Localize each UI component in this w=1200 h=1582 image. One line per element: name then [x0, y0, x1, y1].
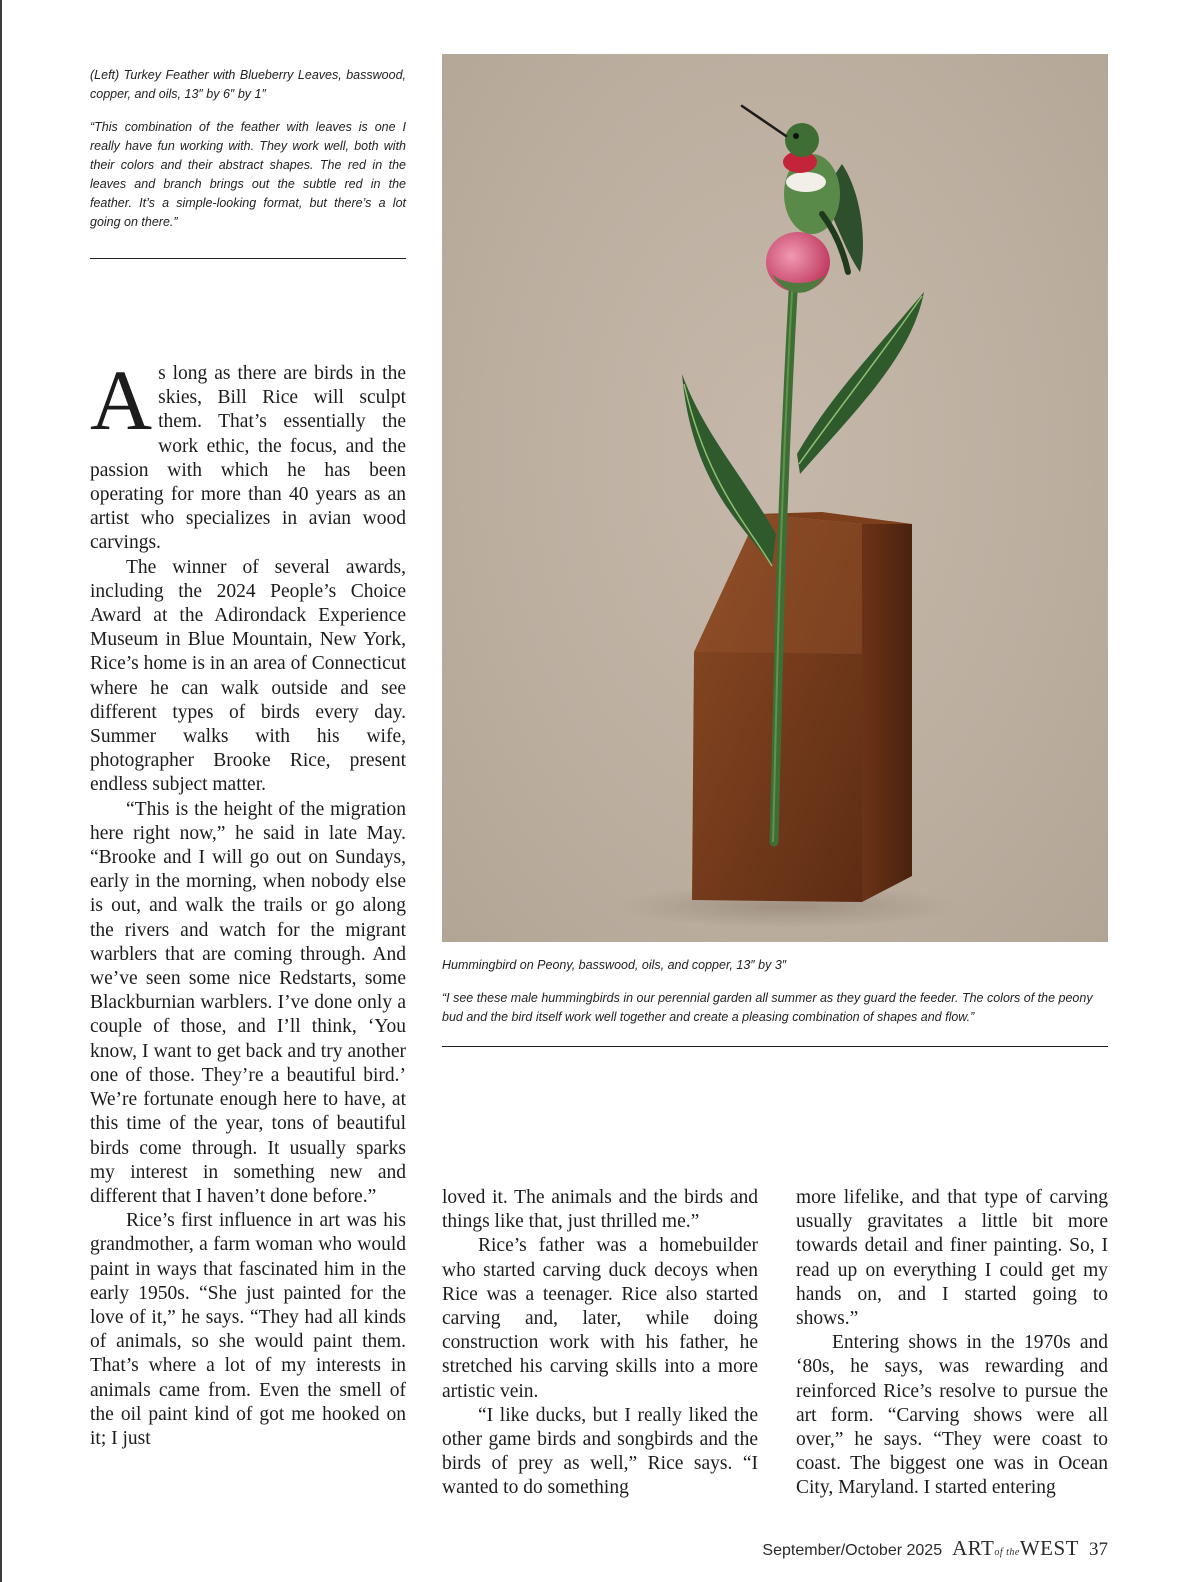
- caption-left-title: (Left) Turkey Feather with Blueberry Leaves, basswood, copper, and oils, 13″ by 6″ by 1″: [90, 68, 406, 101]
- page-number: 37: [1089, 1539, 1108, 1560]
- caption-right-quote: “I see these male hummingbirds in our perennial garden all summer as they guard the feeder. The colors of the peony bud and the bird itself work well together and create a pleasing combination of shapes and flow.”: [442, 991, 1093, 1024]
- article-paragraph: more lifelike, and that type of carving usually gravitates a little bit more towards detail and finer painting. So, I read up on everything I could get my hands on, and I started going to shows.”: [796, 1187, 1108, 1330]
- page-footer: [762, 1536, 1108, 1561]
- wood-base-side: [862, 524, 912, 902]
- caption-left-quote: “This combination of the feather with leaves is one I really have fun working with. They work well, both with their colors and their abstract shapes. The red in the leaves and branch brings out the subtle red in the feather. It’s a simple-looking format, but there’s a lot going on there.”: [90, 120, 406, 229]
- logo-west: WEST: [1019, 1536, 1079, 1560]
- article-paragraph: The winner of several awards, including the 2024 People’s Choice Award at the Adirondack Experience Museum in Blue Mountain, New York, Rice’s home is in an area of Connecticut where he can walk outside and see different types of birds every day. Summer walks with his wife, photographer Brooke Rice, present endless subject matter.: [90, 556, 406, 796]
- caption-right-title: Hummingbird on Peony, basswood, oils, and copper, 13″ by 3″: [442, 958, 787, 972]
- article-paragraph: loved it. The animals and the birds and things like that, just thrilled me.”: [442, 1187, 758, 1233]
- article-paragraph: [90, 352, 406, 556]
- page-edge: [0, 0, 2, 1582]
- hummingbird-on-peony-illustration: [442, 54, 1108, 942]
- caption-left: [90, 66, 406, 246]
- article-column-2: [442, 1186, 758, 1501]
- caption-right-rule: [442, 1046, 1108, 1047]
- hummingbird-artwork-photo: [442, 54, 1108, 942]
- drop-cap: A: [90, 352, 153, 448]
- issue-date: September/October 2025: [762, 1542, 943, 1559]
- article-column-3: [796, 1186, 1108, 1501]
- article-paragraph: “I like ducks, but I really liked the other game birds and songbirds and the birds of prey as well,” Rice says. “I wanted to do something: [442, 1404, 758, 1499]
- caption-right: [442, 956, 1108, 1041]
- logo-ofthe: of the: [994, 1547, 1020, 1558]
- article-paragraph: Rice’s first influence in art was his grandmother, a farm woman who would paint in ways that fascinated him in the early 1950s. “She just painted for the love of it,” he says. “They had all kinds of animals, so she would paint them. That’s where a lot of my interests in animals came from. Even the smell of the oil paint kind of got me hooked on it; I just: [90, 1210, 406, 1449]
- caption-left-rule: [90, 258, 406, 259]
- logo-art: ART: [952, 1536, 995, 1560]
- article-paragraph: Entering shows in the 1970s and ‘80s, he says, was rewarding and reinforced Rice’s resolve to pursue the art form. “Carving shows were all over,” he says. “They were coast to coast. The biggest one was in Ocean City, Maryland. I started entering: [796, 1332, 1108, 1499]
- magazine-logo: [952, 1536, 1079, 1561]
- article-column-1: [90, 352, 406, 1451]
- article-paragraph: Rice’s father was a homebuilder who started carving duck decoys when Rice was a teenager. Rice also started carving and, later, while doing construction work with his father, he stretched his carving skills into a more artistic vein.: [442, 1235, 758, 1402]
- paragraph-text: s long as there are birds in the skies, Bill Rice will sculpt them. That’s essentially the work ethic, the focus, and the passion with which he has been operating for more than 40 years as an artist who specializes in avian wood carvings.: [90, 363, 406, 554]
- article-paragraph: “This is the height of the migration here right now,” he said in late May. “Brooke and I will go out on Sundays, early in the morning, when nobody else is out, and walk the trails or go along the rivers and watch for the migrant warblers that are coming through. And we’ve seen some nice Redstarts, some Blackburnian warblers. I’ve done only a couple of those, and I’ll think, ‘You know, I want to get back and try another one of those. They’re a beautiful bird.’ We’re fortunate enough here to have, at this time of the year, tons of beautiful birds come through. It usually sparks my interest in something new and different that I haven’t done before.”: [90, 798, 406, 1207]
